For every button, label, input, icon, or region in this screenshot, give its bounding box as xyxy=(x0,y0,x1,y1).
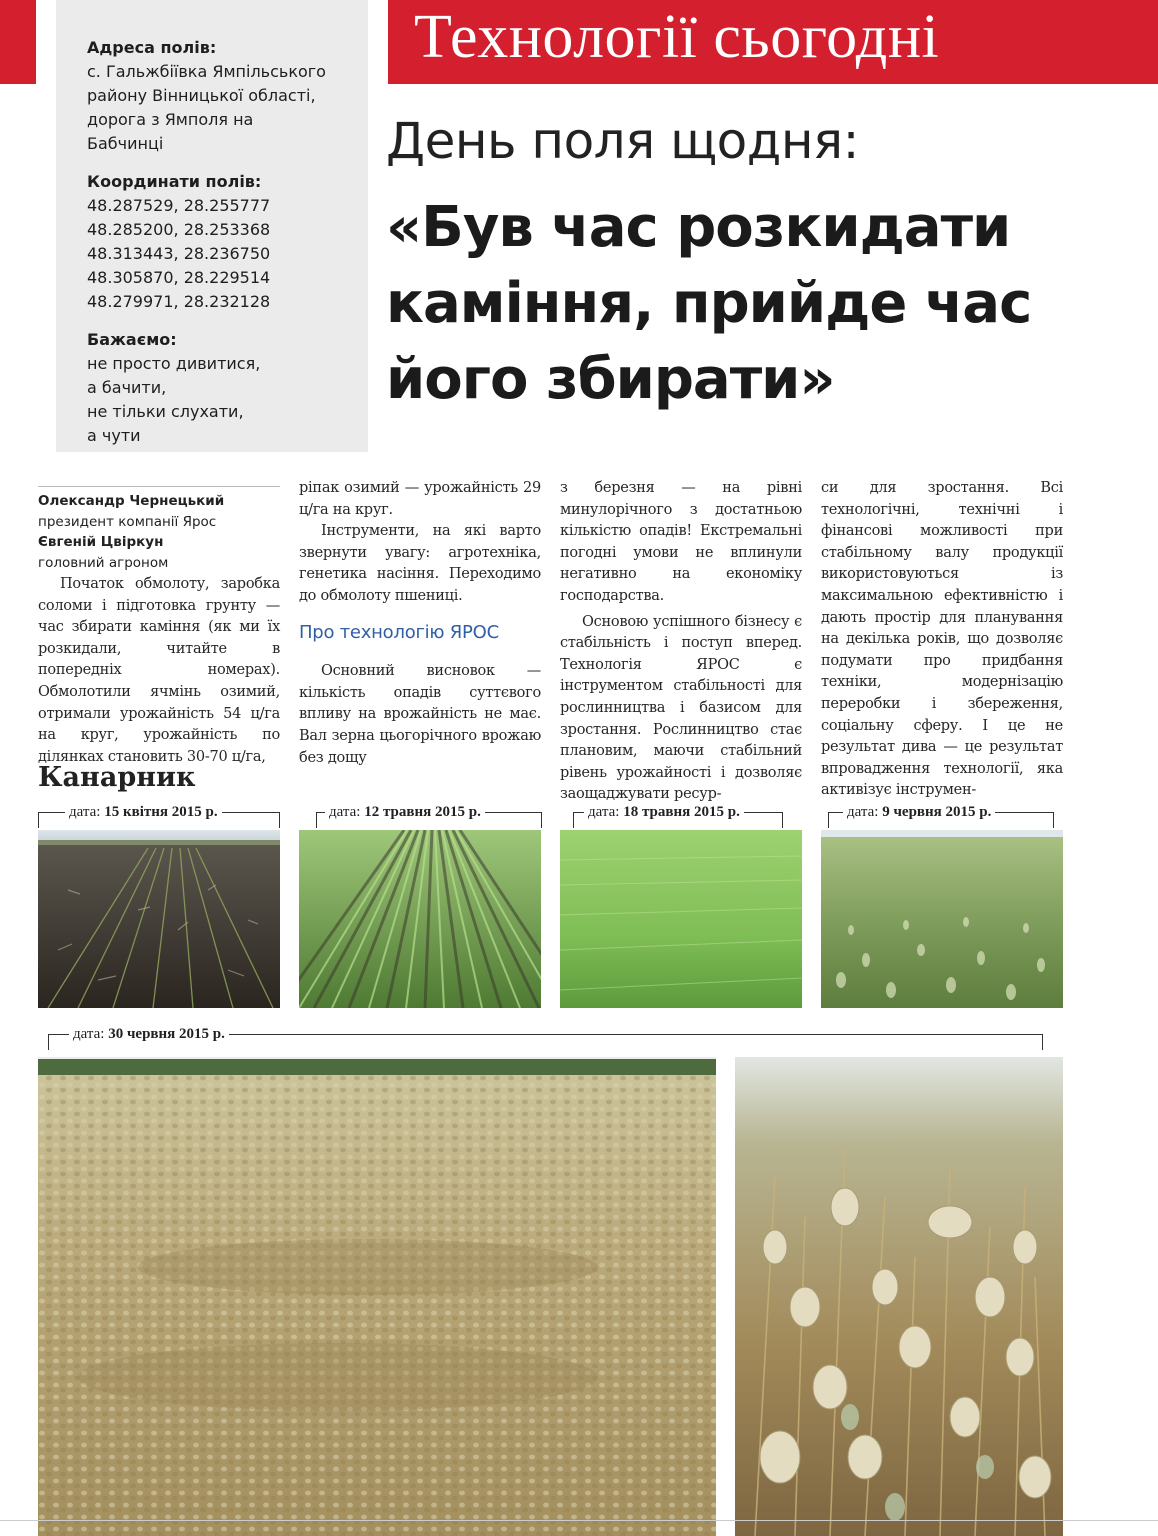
author-role: головний агроном xyxy=(38,554,169,571)
photo-date-label xyxy=(316,804,542,828)
photo-date: 12 травня 2015 р. xyxy=(364,804,481,820)
author-name: Олександр Чернецький xyxy=(38,493,225,509)
field-photo-june-30-wide xyxy=(38,1057,716,1536)
page-footer-rule xyxy=(0,1520,1158,1521)
field-photo-may-18 xyxy=(560,830,802,1008)
article-column-4 xyxy=(821,478,1063,802)
field-photo-june-30-closeup xyxy=(735,1057,1063,1536)
coords-label: Координати полів: xyxy=(87,172,262,191)
date-prefix: дата: xyxy=(847,804,879,820)
date-prefix: дата: xyxy=(329,804,361,820)
photo-date: 18 травня 2015 р. xyxy=(623,804,740,820)
wish-line: а бачити, xyxy=(87,378,167,397)
headline-main: «Був час розкидати каміння, прийде час його збирати» xyxy=(386,195,1032,412)
wish-line: а чути xyxy=(87,426,141,445)
coords-line: 48.279971, 28.232128 xyxy=(87,292,271,311)
gallery-title: Канарник xyxy=(38,762,196,793)
article-subheading: Про технологію ЯРОС xyxy=(299,621,499,643)
field-info-box xyxy=(56,0,368,452)
date-prefix: дата: xyxy=(73,1026,105,1042)
photo-date: 9 червня 2015 р. xyxy=(882,804,992,820)
wish-line: не просто дивитися, xyxy=(87,354,261,373)
coords-line: 48.305870, 28.229514 xyxy=(87,268,271,287)
photo-date-label xyxy=(573,804,783,828)
article-paragraph: Інструменти, на які варто звернути увагу: агротехніка, генетика насіння. Переходимо до обмолоту пшениці. xyxy=(299,523,541,604)
address-line: с. Гальжбіївка Ямпільського xyxy=(87,62,326,81)
article-column-2 xyxy=(299,478,541,769)
address-line: району Вінницької області, xyxy=(87,86,316,105)
address-label: Адреса полів: xyxy=(87,38,217,57)
coords-line: 48.285200, 28.253368 xyxy=(87,220,271,239)
photo-date-label xyxy=(48,1026,1043,1050)
date-prefix: дата: xyxy=(69,804,101,820)
address-line: дорога з Ямполя на xyxy=(87,110,254,129)
photo-date-label xyxy=(38,804,280,828)
section-title: Технології сьогодні xyxy=(414,3,940,71)
article-column-1 xyxy=(38,574,280,768)
author-block xyxy=(38,486,280,573)
article-paragraph: Початок обмолоту, заробка соломи і підготовка грунту — час збирати каміння (як ми їх розкидали, читайте в попередніх номерах). Обмолотили ячмінь озимий, отримали урожайність 54 ц/га на круг, урожайність по ділянках становить 30-70 ц/га, xyxy=(38,576,280,765)
field-photo-april xyxy=(38,830,280,1008)
article-paragraph: з березня — на рівні минулорічного з достатньою кількістю опадів! Екстремальні погодні умови не вплинули негативно на економіку господарства. xyxy=(560,480,802,604)
photo-date: 15 квітня 2015 р. xyxy=(104,804,218,820)
photo-date: 30 червня 2015 р. xyxy=(108,1026,225,1042)
article-column-3 xyxy=(560,478,802,806)
date-prefix: дата: xyxy=(588,804,620,820)
headline-kicker: День поля щодня: xyxy=(386,112,859,170)
section-banner xyxy=(388,0,1158,84)
coords-line: 48.313443, 28.236750 xyxy=(87,244,271,263)
wish-label: Бажаємо: xyxy=(87,330,177,349)
article-paragraph: Основою успішного бізнесу є стабільність і поступ вперед. Технологія ЯРОС є інструментом стабільності для рослинництва і базисом для зростання. Рослинництво стає плановим, маючи стабільний рівень урожайності і дозволяє заощаджувати ресур- xyxy=(560,613,802,803)
wish-line: не тільки слухати, xyxy=(87,402,244,421)
field-photo-june-9 xyxy=(821,830,1063,1008)
coords-line: 48.287529, 28.255777 xyxy=(87,196,271,215)
article-paragraph: ріпак озимий — урожайність 29 ц/га на круг. xyxy=(299,480,541,518)
field-photo-may-12 xyxy=(299,830,541,1008)
author-name: Євгеній Цвіркун xyxy=(38,534,164,550)
address-line: Бабчинці xyxy=(87,134,164,153)
author-role: президент компанії Ярос xyxy=(38,513,217,530)
article-paragraph: Основний висновок — кількість опадів суттєвого впливу на врожайність не має. Вал зерна цьогорічного врожаю без дощу xyxy=(299,663,541,766)
red-corner-tab xyxy=(0,0,36,84)
photo-date-label xyxy=(828,804,1054,828)
article-paragraph: си для зростання. Всі технологічні, технічні і фінансові можливості при стабільному валу продукції використовуються із максимальною ефективністю і дають простір для планування на декілька років, що дозволяє подумати про придбання техніки, модернізацію переробки і збереження, соціальну сферу. І це не результат дива — це результат впровадження технології, яка активізує інструмен- xyxy=(821,480,1063,799)
